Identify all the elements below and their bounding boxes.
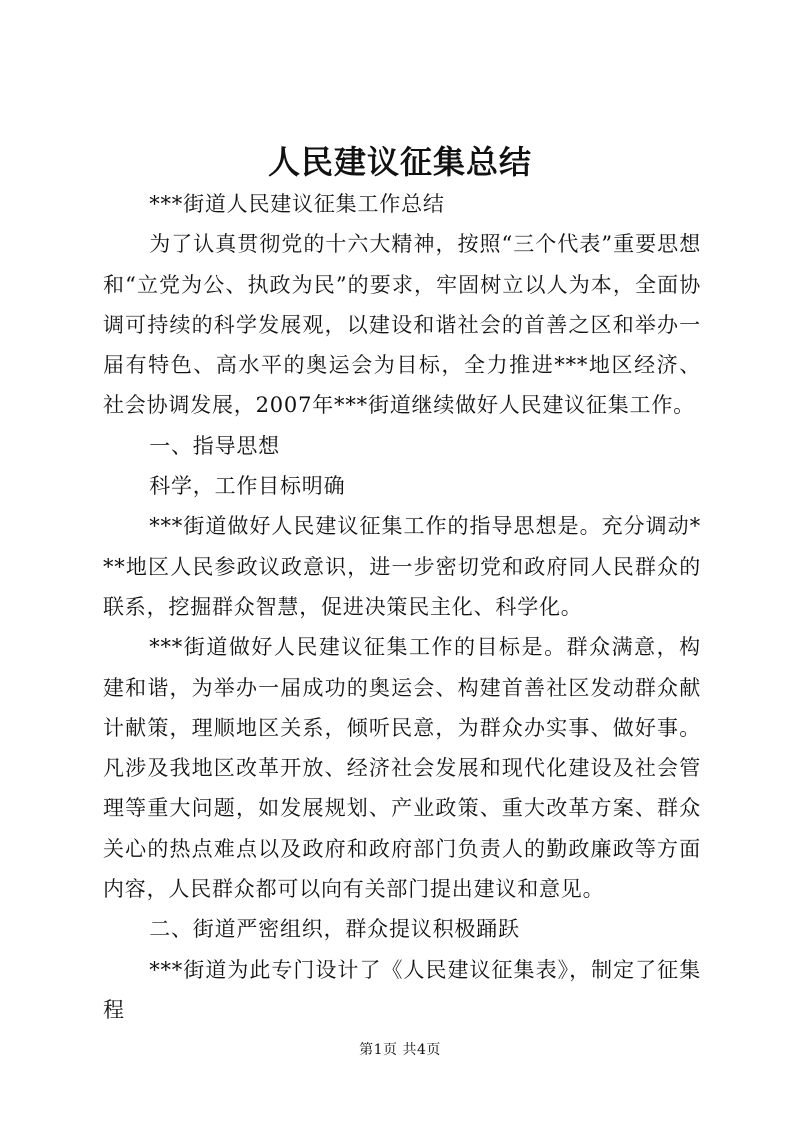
organization-paragraph: ***街道为此专门设计了《人民建议征集表》，制定了征集程 bbox=[103, 957, 701, 1022]
guiding-ideology-paragraph: ***街道做好人民建议征集工作的指导思想是。充分调动***地区人民参政议政意识，进一步密切党和政府同人民群众的联系，挖掘群众智慧，促进决策民主化、科学化。 bbox=[103, 514, 701, 619]
section-heading-organization: 二、街道严密组织，群众提议积极踊跃 bbox=[149, 917, 520, 942]
section-heading-guiding-ideology: 一、指导思想 bbox=[149, 433, 280, 458]
document-title: 人民建议征集总结 bbox=[267, 143, 532, 181]
intro-paragraph: 为了认真贯彻党的十六大精神，按照“三个代表”重要思想和“立党为公、执政为民”的要求，牢固树立以人为本，全面协调可持续的科学发展观，以建设和谐社会的首善之区和举办一届有特色、高水平的奥运会为目标，全力推进***地区经济、社会协调发展，2007年***街道继续做好人民建议征集工作。 bbox=[103, 232, 701, 418]
subheading-science-goals: 科学，工作目标明确 bbox=[149, 474, 346, 499]
goals-paragraph: ***街道做好人民建议征集工作的目标是。群众满意，构建和谐，为举办一届成功的奥运会、构建首善社区发动群众献计献策，理顺地区关系，倾听民意，为群众办实事、做好事。凡涉及我地区改革开放、经济社会发展和现代化建设及社会管理等重大问题，如发展规划、产业政策、重大改革方案、群众关心的热点难点以及政府和政府部门负责人的勤政廉政等方面内容，人民群众都可以向有关部门提出建议和意见。 bbox=[103, 635, 701, 902]
subtitle-paragraph: ***街道人民建议征集工作总结 bbox=[149, 192, 445, 216]
document-body bbox=[103, 184, 701, 1030]
page-number-footer: 第1页 共4页 bbox=[359, 1042, 441, 1058]
